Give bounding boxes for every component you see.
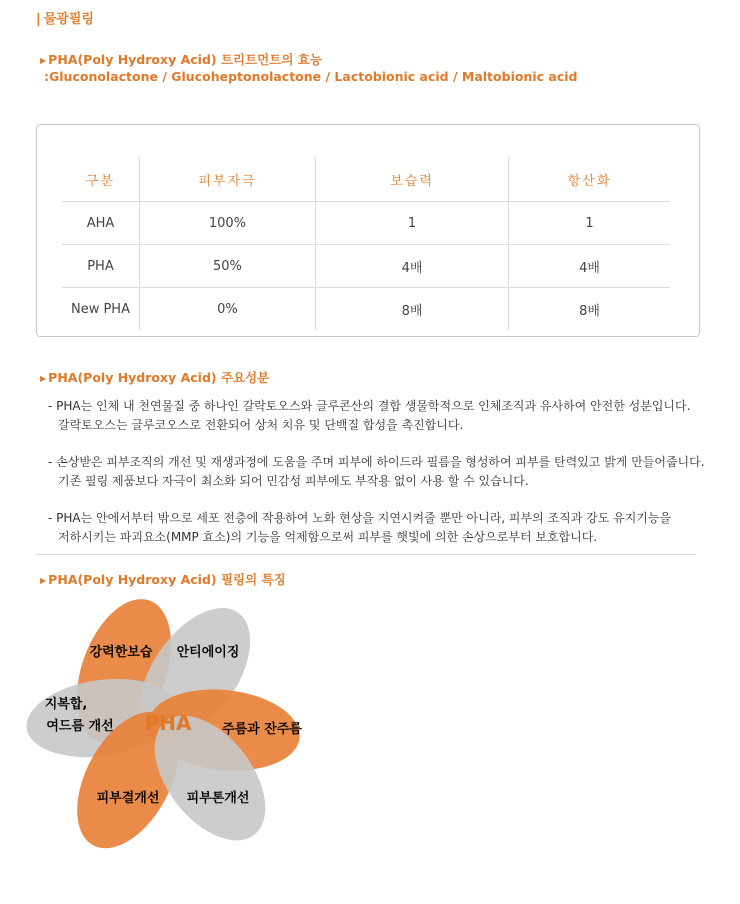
petal-label-bottom-right: 피부톤개선 [186,791,250,806]
paragraph [48,509,671,547]
petal-label-left-2: 여드름 개선 [46,719,114,734]
page-title [36,8,94,27]
section-divider [36,554,696,555]
section3-heading [40,570,286,588]
petal-label-top-left: 강력한보습 [89,645,153,660]
pha-center-label: PHA [144,711,192,735]
table-row [62,288,670,331]
table-cell: 100% [139,202,315,245]
section2-heading [40,368,269,386]
table-row [62,245,670,288]
table-cell: 4배 [315,245,508,288]
petal-label-left-1: 지복합, [44,697,88,712]
section1-heading [40,50,322,68]
table-cell: AHA [62,202,139,245]
table-cell: 8배 [315,288,508,331]
paragraph-line: 저하시키는 파괴요소(MMP 효소)의 기능을 억제함으로써 피부를 햇빛에 의한 손상으로부터 보호합니다. [58,530,598,544]
pha-petal-diagram [0,590,340,870]
triangle-bullet-icon: ▶ [40,56,47,65]
table-header-row [62,157,670,202]
table-cell: 8배 [509,288,670,331]
paragraph-line: - 손상받은 피부조직의 개선 및 재생과정에 도움을 주며 피부에 하이드라 필름을 형성하여 피부를 탄력있고 밝게 만들어줍니다. [48,455,705,469]
table-cell: 1 [315,202,508,245]
table-header-cell: 구분 [62,157,139,202]
table-header-cell: 항산화 [509,157,670,202]
paragraph [48,397,690,435]
paragraph [48,453,705,491]
triangle-bullet-icon: ▶ [40,576,47,585]
table-cell: 0% [139,288,315,331]
paragraph-line: 갈락토오스는 글루코오스로 전환되어 상처 치유 및 단백질 합성을 촉진합니다. [58,418,464,432]
paragraph-line: 기존 필링 제품보다 자극이 최소화 되어 민감성 피부에도 부작용 없이 사용 할 수 있습니다. [58,474,529,488]
petal-label-top-right: 안티에이징 [176,645,240,660]
page-title-text: 물광필링 [43,12,94,27]
triangle-bullet-icon: ▶ [40,374,47,383]
table-row [62,202,670,245]
paragraph-line: - PHA는 안에서부터 밖으로 세포 전층에 작용하여 노화 현상을 지연시켜줄 뿐만 아니라, 피부의 조직과 강도 유지기능을 [48,511,672,525]
table-cell: 1 [509,202,670,245]
table-cell: PHA [62,245,139,288]
section1-subline: :Gluconolactone / Glucoheptonolactone / Lactobionic acid / Maltobionic acid [44,69,578,84]
table-header-cell: 피부자극 [139,157,315,202]
section2-heading-text: PHA(Poly Hydroxy Acid) 주요성분 [48,370,270,385]
table-header-cell: 보습력 [315,157,508,202]
table-cell: 4배 [509,245,670,288]
section1-heading-text: PHA(Poly Hydroxy Acid) 트리트먼트의 효능 [48,52,322,67]
petal-label-right: 주름과 잔주름 [222,722,302,737]
table-cell: New PHA [62,288,139,331]
paragraph-line: - PHA는 인체 내 천연물질 중 하나인 갈락토오스와 글루콘산의 결합 생물학적으로 인체조직과 유사하여 안전한 성분입니다. [48,399,691,413]
table-cell: 50% [139,245,315,288]
petal-label-bottom-left: 피부결개선 [96,791,160,806]
comparison-table [62,157,670,330]
section3-heading-text: PHA(Poly Hydroxy Acid) 필링의 특징 [48,572,286,587]
title-bar-mark: | [36,12,41,27]
